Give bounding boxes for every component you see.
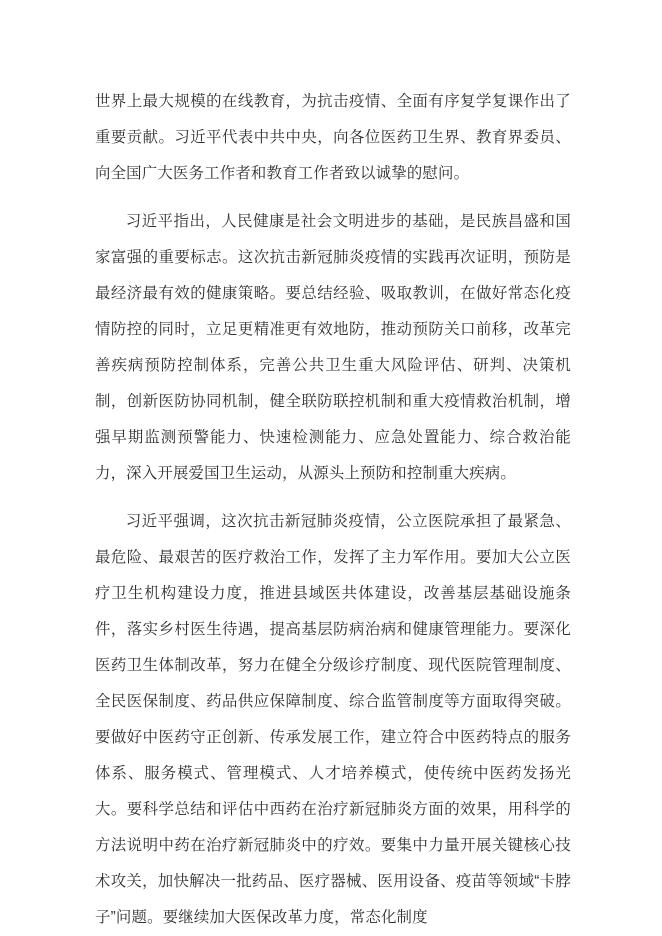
document-text-body bbox=[95, 84, 571, 936]
paragraph-3: 习近平强调，这次抗击新冠肺炎疫情，公立医院承担了最紧急、最危险、最艰苦的医疗救治工作，发挥了主力军作用。要加大公立医疗卫生机构建设力度，推进县域医共体建设，改善基层基础设施条件，落实乡村医生待遇，提高基层防病治病和健康管理能力。要深化医药卫生体制改革，努力在健全分级诊疗制度、现代医院管理制度、全民医保制度、药品供应保障制度、综合监管制度等方面取得突破。要做好中医药守正创新、传承发展工作，建立符合中医药特点的服务体系、服务模式、管理模式、人才培养模式，使传统中医药发扬光大。要科学总结和评估中西药在治疗新冠肺炎方面的效果，用科学的方法说明中药在治疗新冠肺炎中的疗效。要集中力量开展关键核心技术攻关，加快解决一批药品、医疗器械、医用设备、疫苗等领域“卡脖子”问题。要继续加大医保改革力度，常态化制度 bbox=[95, 513, 571, 926]
paragraph-1: 世界上最大规模的在线教育，为抗击疫情、全面有序复学复课作出了重要贡献。习近平代表中共中央，向各位医药卫生界、教育界委员、向全国广大医务工作者和教育工作者致以诚挚的慰问。 bbox=[95, 93, 571, 182]
paragraph-2: 习近平指出，人民健康是社会文明进步的基础，是民族昌盛和国家富强的重要标志。这次抗击新冠肺炎疫情的实践再次证明，预防是最经济最有效的健康策略。要总结经验、吸取教训，在做好常态化疫情防控的同时，立足更精准更有效地防，推动预防关口前移，改革完善疾病预防控制体系，完善公共卫生重大风险评估、研判、决策机制，创新医防协同机制，健全联防联控机制和重大疫情救治机制，增强早期监测预警能力、快速检测能力、应急处置能力、综合救治能力，深入开展爱国卫生运动，从源头上预防和控制重大疾病。 bbox=[95, 213, 571, 482]
